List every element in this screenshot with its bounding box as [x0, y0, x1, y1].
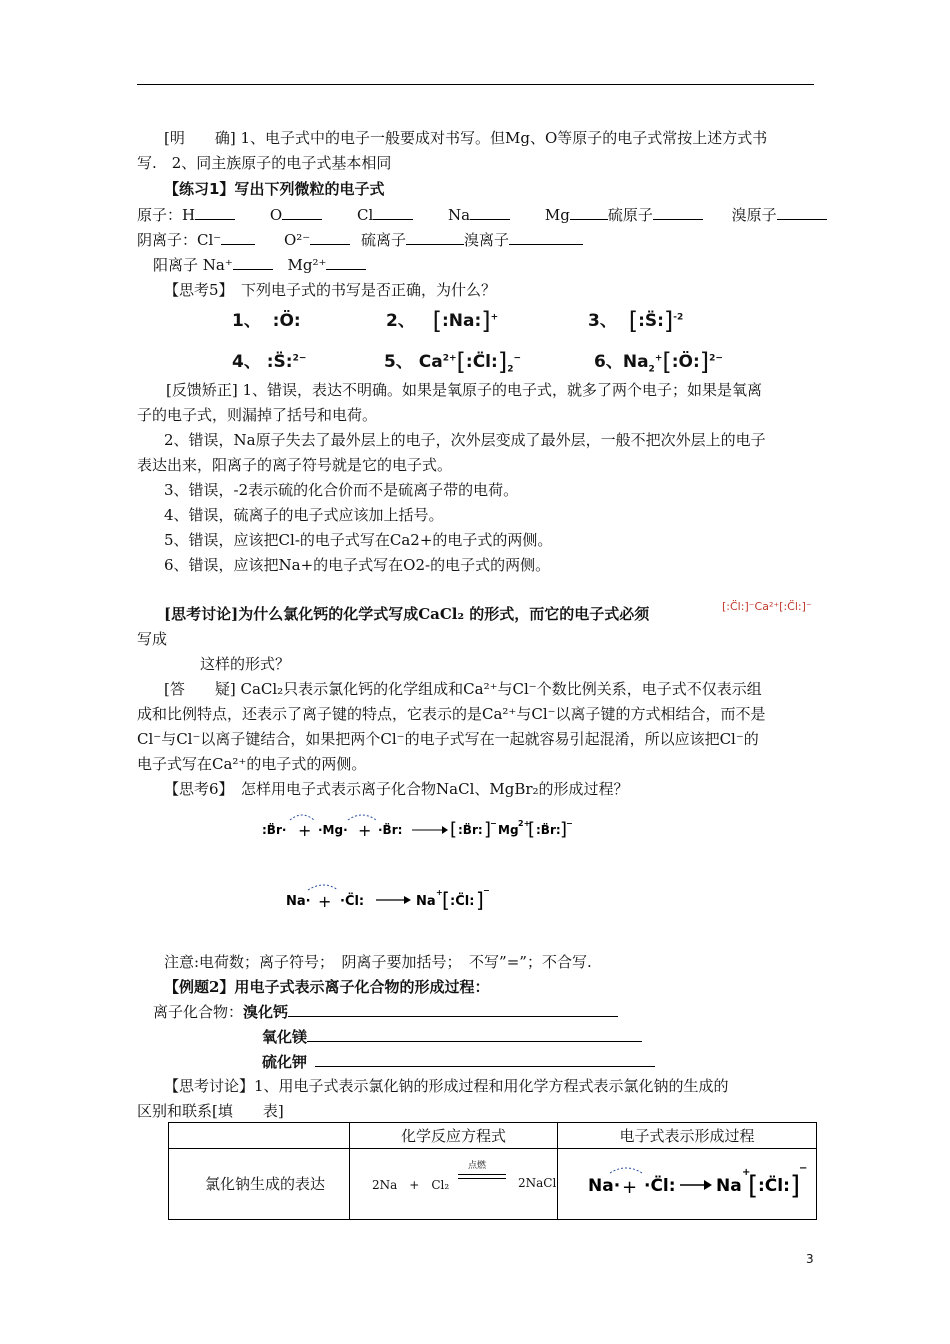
answer-blank[interactable] — [653, 205, 703, 220]
formula-item-4: 4、 :S̈:$^{2-}$ — [232, 352, 307, 372]
think-discuss2-line-2: 区别和联系[填 表] — [137, 1102, 284, 1120]
think-discuss2-line-1: 【思考讨论】1、用电子式表示氯化钠的形成过程和用化学方程式表示氯化钠的生成的 — [164, 1077, 729, 1095]
equation-cell — [350, 1149, 558, 1220]
svg-text:−: − — [566, 819, 573, 828]
plus-sign: + — [358, 821, 372, 840]
exercise1-atoms — [137, 205, 817, 225]
anion-bromide: 溴离子 — [464, 231, 510, 249]
anion-oxide: O²⁻ — [283, 231, 311, 249]
answer-blank[interactable] — [777, 205, 827, 220]
answer-blank[interactable] — [310, 230, 350, 245]
na-atom: Na· — [286, 894, 311, 909]
electron-transfer-arrow — [348, 815, 376, 820]
item-number: 1、 — [232, 311, 261, 331]
note-line: 注意:电荷数；离子符号； 阴离子要加括号； 不写”=”；不合写. — [164, 953, 592, 971]
svg-text:+: + — [742, 1167, 751, 1178]
svg-text:−: − — [483, 886, 490, 895]
page-number: 3 — [806, 1252, 814, 1266]
think5-question: 【思考5】 下列电子式的书写是否正确，为什么？ — [164, 281, 497, 299]
answer-blank[interactable] — [221, 230, 255, 245]
svg-text:[: [ — [442, 888, 450, 912]
svg-text:]: ] — [790, 1171, 801, 1201]
answer-blank[interactable] — [282, 205, 322, 220]
table-header-row — [169, 1123, 817, 1149]
svg-text:−: − — [799, 1163, 808, 1174]
exercise1-cations — [153, 255, 833, 275]
compound-calcium-bromide: 溴化钙 — [243, 1003, 289, 1021]
feedback-6: 6、错误，应该把Na+的电子式写在O2-的电子式的两侧。 — [164, 556, 551, 574]
answer-blank[interactable] — [326, 255, 366, 270]
answer-blank[interactable] — [509, 230, 583, 245]
plus-sign: + — [318, 892, 332, 911]
cations-label: 阳离子 Na⁺ — [153, 256, 233, 274]
na-ion: Na — [716, 1176, 742, 1196]
discussion-question-3: 这样的形式？ — [200, 655, 291, 673]
example2-title-text: 【例题2】用电子式表示离子化合物的形成过程： — [164, 978, 490, 996]
svg-text:[: [ — [528, 819, 536, 840]
table-row — [169, 1149, 817, 1220]
plus-sign: + — [622, 1177, 638, 1198]
equation-condition: 点燃 — [468, 1161, 487, 1171]
answer-blank[interactable] — [307, 1027, 642, 1042]
example2-item-3 — [262, 1052, 942, 1072]
atom-cl: Cl — [356, 206, 374, 224]
answer-blank[interactable] — [570, 205, 608, 220]
item-number: 5、 — [384, 352, 413, 372]
cl-ion: :C̈l: — [758, 1176, 790, 1196]
arrow-head — [704, 1180, 712, 1190]
cl-atom: ·C̈l: — [644, 1176, 676, 1196]
feedback-4: 4、错误，硫离子的电子式应该加上括号。 — [164, 506, 444, 524]
answer-blank[interactable] — [288, 1002, 618, 1017]
example2-item-1 — [153, 1002, 833, 1022]
nacl-formation-diagram-large — [558, 1149, 816, 1215]
electron-transfer-arrow — [308, 885, 338, 890]
discussion-question-2: 写成 — [137, 630, 168, 648]
br-ion: :B̈r: — [536, 823, 561, 837]
think6-question: 【思考6】 怎样用电子式表示离子化合物NaCl、MgBr₂的形成过程？ — [164, 780, 629, 798]
svg-text:[: [ — [748, 1171, 759, 1201]
answer-line-2: 成和比例特点，还表示了离子键的特点，它表示的是Ca²⁺与Cl⁻以离子键的方式相结合，而不是 — [137, 705, 766, 723]
table-header-cell — [169, 1123, 350, 1149]
formula-item-2: 2、 [:Na:]+ — [386, 307, 499, 335]
example2-label: 离子化合物： — [153, 1003, 244, 1021]
feedback-2b: 表达出来，阳离子的离子符号就是它的电子式。 — [137, 456, 453, 474]
formula-item-1: 1、 :Ö: — [232, 311, 301, 331]
cl-ion: :C̈l: — [450, 894, 475, 909]
formula-item-6: 6、$Na_2^+[:Ö:]^{2-}$ — [594, 348, 723, 376]
svg-text:]: ] — [560, 819, 568, 840]
svg-text:−: − — [490, 819, 497, 828]
answer-blank[interactable] — [406, 230, 464, 245]
example2-item-2 — [262, 1027, 942, 1047]
atoms-label: 原子：H — [137, 206, 196, 224]
br-ion: :B̈r: — [458, 823, 483, 837]
atom-na: Na — [448, 206, 471, 224]
cacl2-electron-formula-image: [:C̈l:]⁻Ca²⁺[:C̈l:]⁻ — [722, 600, 812, 613]
plus-sign: + — [298, 821, 312, 840]
mgbr2-formation-diagram — [262, 808, 572, 848]
compound-magnesium-oxide: 氧化镁 — [262, 1028, 308, 1046]
electron-transfer-arrow — [610, 1168, 642, 1173]
answer-line-1: [答 疑] CaCl₂只表示氯化钙的化学组成和Ca²⁺与Cl⁻个数比例关系，电子式不仅表示组 — [164, 680, 762, 698]
feedback-5: 5、错误，应该把Cl-的电子式写在Ca2+的电子式的两侧。 — [164, 531, 553, 549]
svg-text:+: + — [436, 888, 443, 897]
formula-item-3: 3、 [:S̈:]$^{-2}$ — [588, 307, 684, 335]
clarify-line-2: 写. 2、同主族原子的电子式基本相同 — [137, 154, 392, 172]
feedback-1a: [反馈矫正] 1、错误，表达不明确。如果是氧原子的电子式，就多了两个电子；如果是氧离 — [166, 381, 763, 399]
mg-atom: ·Mg· — [318, 823, 348, 837]
anion-sulfide: 硫离子 — [361, 231, 407, 249]
feedback-1b: 子的电子式，则漏掉了括号和电荷。 — [137, 406, 378, 424]
header-rule — [137, 84, 814, 85]
mg-ion: Mg — [498, 823, 519, 837]
svg-text:[: [ — [450, 819, 458, 840]
anions-label: 阴离子：Cl⁻ — [137, 231, 222, 249]
atom-o: O — [269, 206, 283, 224]
atom-sulfur: 硫原子 — [607, 206, 653, 224]
item-number: 2、 — [386, 311, 415, 331]
atom-mg: Mg — [544, 206, 570, 224]
row-label: 氯化钠生成的表达 — [205, 1175, 326, 1193]
answer-blank[interactable] — [233, 255, 273, 270]
electron-formula-cell — [558, 1149, 817, 1220]
compound-potassium-sulfide: 硫化钾 — [262, 1053, 308, 1071]
svg-text:]: ] — [484, 819, 492, 840]
item-number: 3、 — [588, 311, 617, 331]
svg-text:2+: 2+ — [518, 819, 531, 828]
na-atom: Na· — [588, 1176, 621, 1196]
arrow-head — [442, 826, 448, 834]
svg-text:]: ] — [476, 888, 484, 912]
arrow-head — [404, 896, 411, 904]
answer-line-4: 电子式写在Ca²⁺的电子式的两侧。 — [137, 755, 367, 773]
discussion-question-text: [思考讨论]为什么氯化钙的化学式写成CaCl₂ 的形式，而它的电子式必须 — [164, 605, 650, 623]
example2-title — [164, 977, 844, 997]
equation-reactants: 2Na + Cl₂ — [372, 1178, 450, 1192]
comparison-table — [168, 1122, 817, 1220]
item-number: 4、 — [232, 352, 261, 372]
answer-line-3: Cl⁻与Cl⁻以离子键结合，如果把两个Cl⁻的电子式写在一起就容易引起混淆，所以应该把Cl⁻的 — [137, 730, 759, 748]
chemical-equation — [350, 1150, 557, 1218]
atom-bromine: 溴原子 — [731, 206, 777, 224]
row-label-cell — [169, 1149, 350, 1220]
br-atom-left: :B̈r· — [262, 823, 287, 837]
exercise1-anions — [137, 230, 817, 250]
exercise1-title: 【练习1】写出下列微粒的电子式 — [164, 180, 385, 198]
cation-mg: Mg²⁺ — [287, 256, 327, 274]
table-header-cell: 电子式表示形成过程 — [558, 1123, 817, 1149]
answer-blank[interactable] — [195, 205, 235, 220]
electron-transfer-arrow — [290, 815, 314, 820]
feedback-2a: 2、错误，Na原子失去了最外层上的电子，次外层变成了最外层，一般不把次外层上的电子 — [164, 431, 766, 449]
answer-blank[interactable] — [373, 205, 413, 220]
item-number: 6、 — [594, 352, 623, 372]
cl-atom: ·C̈l: — [340, 894, 365, 909]
equation-sign — [458, 1174, 506, 1179]
br-atom-right: ·B̈r: — [378, 823, 403, 837]
formula-item-5: 5、 $Ca^{2+}[:C̈l:]_2^-$ — [384, 348, 521, 376]
na-ion: Na — [416, 894, 436, 909]
nacl-formation-diagram — [286, 880, 496, 920]
equation-product: 2NaCl — [518, 1176, 557, 1190]
table-header-cell: 化学反应方程式 — [350, 1123, 558, 1149]
answer-blank[interactable] — [470, 205, 510, 220]
feedback-3: 3、错误，-2表示硫的化合价而不是硫离子带的电荷。 — [164, 481, 519, 499]
clarify-line-1: [明 确] 1、电子式中的电子一般要成对书写。但Mg、O等原子的电子式常按上述方式书 — [164, 129, 768, 147]
answer-blank[interactable] — [315, 1052, 655, 1067]
